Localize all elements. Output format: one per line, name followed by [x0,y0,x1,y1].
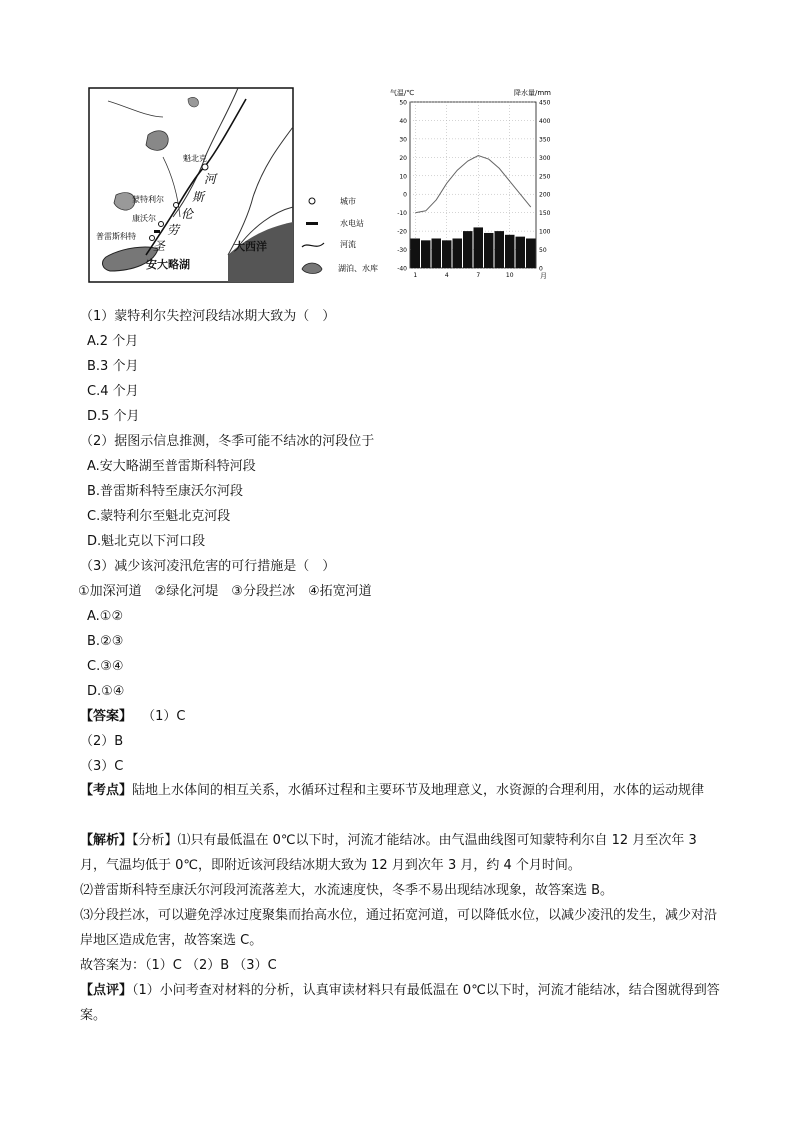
y-left-tick-label: 20 [399,154,407,162]
jiexi-final: 故答案为：（1）C （2）B （3）C [80,958,277,973]
y-left-tick-label: -20 [397,228,407,236]
precip-bar [526,238,536,268]
answer-row [80,708,186,726]
y-right-axis-label: 降水量/mm [514,89,551,97]
q3-option-a: A.①② [87,609,124,624]
legend-city-label: 城市 [340,197,356,206]
map-label-quebec: 魁北克 [183,154,207,163]
y-right-tick-label: 200 [539,191,551,199]
answer-2: （2）B [80,734,124,749]
y-left-tick-label: -10 [397,210,407,218]
y-left-tick-label: 10 [399,173,407,181]
precip-bar [463,231,473,268]
city-cornwall-marker [159,222,164,227]
dianping-text: （1）小问考查对材料的分析，认真审读材料只有最低温在 0℃以下时，河流才能结冰，结合图就得到答案。 [80,983,720,1023]
y-right-tick-label: 0 [539,265,543,273]
y-right-tick-label: 350 [539,136,551,144]
q1-option-c: C.4 个月 [87,384,139,399]
q2-option-b: B.普雷斯科特至康沃尔河段 [87,484,244,499]
q2-option-d: D.魁北克以下河口段 [87,534,206,549]
kaodian-label: 【考点】 [80,783,133,798]
jiexi-block-1 [80,828,720,878]
y-left-axis-label: 气温/℃ [390,89,415,97]
y-right-tick-label: 300 [539,154,551,162]
y-right-tick-label: 100 [539,228,551,236]
q2-option-c: C.蒙特利尔至魁北克河段 [87,509,231,524]
river-char-5: 圣 [153,239,166,253]
kaodian-block [80,778,720,803]
q2-stem: （2）据图示信息推测，冬季可能不结冰的河段位于 [80,434,375,449]
q3-stem: （3）减少该河凌汛危害的可行措施是（ ） [80,559,336,574]
river-char-3: 伦 [181,207,194,221]
y-right-tick-label: 50 [539,247,547,255]
river-char-1: 河 [204,172,217,186]
q3-option-d: D.①④ [87,684,125,699]
legend-city-icon [309,198,315,204]
x-tick-label: 4 [444,272,449,279]
legend-river-label: 河流 [340,240,356,249]
y-left-tick-label: 50 [399,99,407,107]
precip-bar [495,231,505,268]
y-right-tick-label: 450 [539,99,551,107]
q2-option-a: A.安大略湖至普雷斯科特河段 [87,459,256,474]
legend-dam-icon [306,222,318,225]
x-unit-label: 月 [540,272,547,280]
kaodian-text: 陆地上水体间的相互关系，水循环过程和主要环节及地理意义，水资源的合理利用，水体的运动规律 [132,783,705,798]
x-tick-label: 7 [476,272,481,279]
map-label-lake-ontario: 安大略湖 [146,258,190,271]
river-char-4: 劳 [167,223,180,237]
dam-marker [154,230,160,233]
map-label-montreal: 蒙特利尔 [132,195,164,204]
map-label-atlantic: 大西洋 [234,240,267,253]
river-map [88,87,294,283]
y-left-tick-label: 40 [399,117,407,125]
climate-chart [388,86,558,284]
precip-bar [421,240,431,268]
legend-lake-label: 湖泊、水库 [338,264,378,273]
city-montreal-marker [174,203,179,208]
x-tick-label: 1 [413,272,418,279]
map-label-cornwall: 康沃尔 [132,214,156,223]
precip-bar [432,238,442,268]
x-tick-label: 10 [505,272,514,279]
y-left-tick-label: -40 [397,265,407,273]
answer-1: （1）C [142,709,186,724]
precip-bar [411,238,421,268]
answer-3: （3）C [80,759,124,774]
legend-lake-icon [302,263,322,274]
dianping-label: 【点评】 [80,983,133,998]
temperature-line [415,156,531,213]
q1-option-b: B.3 个月 [87,359,139,374]
jiexi-p2: ⑵普雷斯科特至康沃尔河段河流落差大，水流速度快，冬季不易出现结冰现象，故答案选 B。 [80,883,614,898]
legend-dam-label: 水电站 [340,219,364,228]
y-left-tick-label: 30 [399,136,407,144]
y-right-tick-label: 150 [539,210,551,218]
q3-option-b: B.②③ [87,634,124,649]
river-char-2: 斯 [192,190,205,204]
map-label-prescott: 普雷斯科特 [96,232,136,241]
precip-bar [442,240,452,268]
q3-choices: ①加深河道 ②绿化河堤 ③分段拦冰 ④拓宽河道 [78,584,372,599]
precip-bar [516,237,526,268]
q1-option-d: D.5 个月 [87,409,140,424]
y-left-tick-label: -30 [397,247,407,255]
jiexi-p1: 【分析】⑴只有最低温在 0℃以下时，河流才能结冰。由气温曲线图可知蒙特利尔自 12 月至次年 3 月，气温均低于 0℃，即附近该河段结冰期大致为 12 月到次年 3 月，约 4 个月时间。 [80,833,697,873]
dianping-block [80,978,720,1028]
precip-bar [453,238,463,268]
jiexi-p3: ⑶分段拦冰，可以避免浮冰过度聚集而抬高水位，通过拓宽河道，可以降低水位，以减少凌汛的发生，减少对沿岸地区造成危害，故答案选 C。 [80,908,718,948]
precip-bar [505,235,515,268]
precip-bar [484,233,494,268]
map-legend [298,185,390,281]
city-quebec-marker [202,164,208,170]
q1-stem: （1）蒙特利尔失控河段结冰期大致为（ ） [80,309,336,324]
jiexi-label: 【解析】 [80,833,133,848]
y-right-tick-label: 400 [539,117,551,125]
y-left-tick-label: 0 [403,191,407,199]
answer-label: 【答案】 [80,709,133,724]
precip-bar [474,227,484,268]
q1-option-a: A.2 个月 [87,334,139,349]
legend-river-icon [302,243,324,247]
y-right-tick-label: 250 [539,173,551,181]
q3-option-c: C.③④ [87,659,124,674]
